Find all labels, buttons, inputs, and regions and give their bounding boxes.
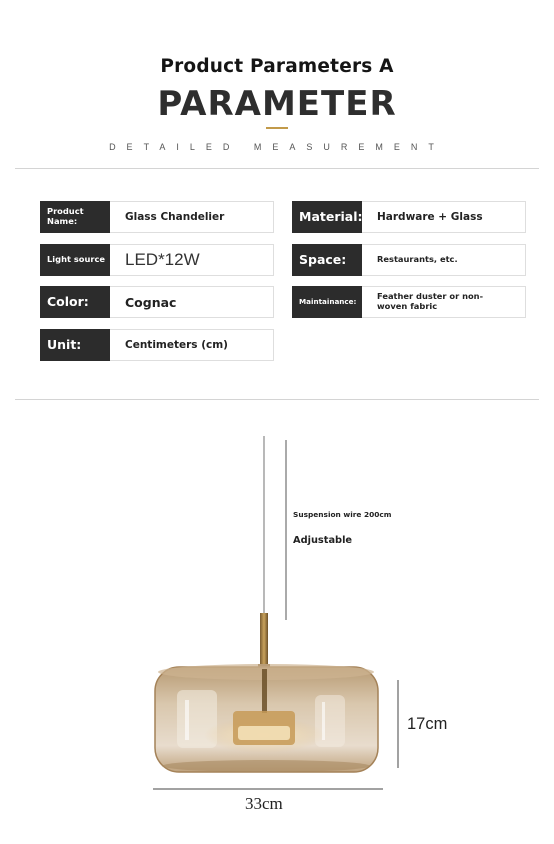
param-label: Unit: <box>40 329 110 361</box>
param-label: Material: <box>292 201 362 233</box>
param-row-unit <box>40 329 274 361</box>
param-row-material <box>292 201 526 233</box>
param-value: LED*12W <box>110 244 274 276</box>
shade-base <box>162 760 370 772</box>
param-value: Restaurants, etc. <box>362 244 526 276</box>
param-value: Hardware + Glass <box>362 201 526 233</box>
param-label: Color: <box>40 286 110 318</box>
page-title: PARAMETER <box>157 84 397 124</box>
wire-note: Suspension wire 200cm <box>293 510 392 519</box>
param-label: Space: <box>292 244 362 276</box>
adjustable-note: Adjustable <box>293 535 353 546</box>
param-row-light-source <box>40 244 274 276</box>
param-value: Cognac <box>110 286 274 318</box>
height-label: 17cm <box>407 715 448 733</box>
param-row-product-name <box>40 201 274 233</box>
section-subtitle: Product Parameters A <box>160 56 394 77</box>
title-underline <box>266 127 288 129</box>
param-label: Light source <box>40 244 110 276</box>
inner-rod <box>262 669 267 713</box>
param-label: Maintainance: <box>292 286 362 318</box>
param-row-space <box>292 244 526 276</box>
param-row-maintainance <box>292 286 526 318</box>
tagline: DETAILED MEASUREMENT <box>109 142 445 152</box>
width-label: 33cm <box>245 794 283 813</box>
param-value: Glass Chandelier <box>110 201 274 233</box>
param-value: Centimeters (cm) <box>110 329 274 361</box>
lamp-rod <box>260 613 268 665</box>
lamp-diagram <box>0 400 554 844</box>
param-row-color <box>40 286 274 318</box>
divider-top <box>15 168 539 169</box>
param-value: Feather duster or non-woven fabric <box>362 286 526 318</box>
param-label: Product Name: <box>40 201 110 233</box>
